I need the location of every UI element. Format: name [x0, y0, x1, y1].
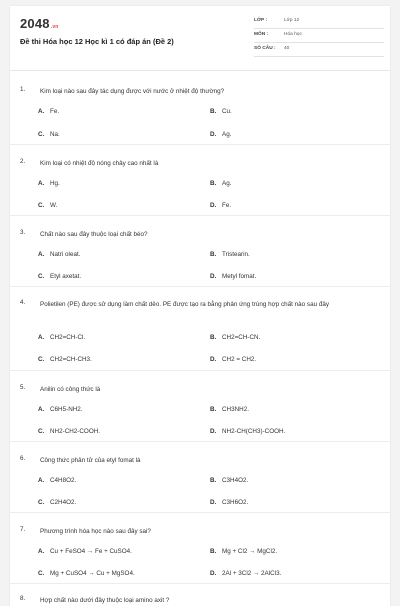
question-text: Chất nào sau đây thuộc loại chất béo?: [40, 231, 148, 238]
header-divider: [10, 70, 390, 71]
option-d[interactable]: D. 2Al + 3Cl2 → 2AlCl3.: [210, 570, 282, 577]
question-divider: [10, 370, 390, 371]
question-divider: [10, 144, 390, 145]
question-divider: [10, 215, 390, 216]
question-number: 3.: [20, 229, 26, 236]
question-number: 4.: [20, 299, 26, 306]
option-a[interactable]: A. Fe.: [38, 108, 60, 115]
question-text: Kim loại nào sau đây tác dụng được với nước ở nhiệt độ thường?: [40, 88, 225, 95]
option-b[interactable]: B. Cu.: [210, 108, 232, 115]
option-a[interactable]: A. C6H5-NH2.: [38, 406, 83, 413]
option-d[interactable]: D. Metyl fomat.: [210, 273, 257, 280]
option-d[interactable]: D. Fe.: [210, 202, 232, 209]
question-number: 5.: [20, 384, 26, 391]
question-divider: [10, 441, 390, 442]
site-logo[interactable]: 2048.vn: [20, 16, 59, 31]
option-b[interactable]: B. CH2=CH-CN.: [210, 334, 261, 341]
option-a[interactable]: A. Natri oleat.: [38, 251, 81, 258]
option-b[interactable]: B. CH3NH2.: [210, 406, 249, 413]
exam-page: [10, 6, 390, 606]
option-a[interactable]: A. Cu + FeSO4 → Fe + CuSO4.: [38, 548, 132, 555]
option-b[interactable]: B. Ag.: [210, 180, 232, 187]
option-a[interactable]: A. CH2=CH-Cl.: [38, 334, 86, 341]
option-c[interactable]: C. W.: [38, 202, 58, 209]
option-a[interactable]: A. C4H8O2.: [38, 477, 77, 484]
option-d[interactable]: D. Ag.: [210, 131, 232, 138]
option-b[interactable]: B. Mg + Cl2 → MgCl2.: [210, 548, 278, 555]
question-text: Kim loại có nhiệt độ nóng chảy cao nhất là: [40, 160, 159, 167]
option-c[interactable]: C. Na.: [38, 131, 60, 138]
question-number: 2.: [20, 158, 26, 165]
question-text: Phương trình hóa học nào sau đây sai?: [40, 528, 151, 535]
question-text: Polietilen (PE) được sử dụng làm chất dẻo. PE được tạo ra bằng phản ứng trùng hợp chất nào sau đây: [40, 301, 329, 308]
question-number: 1.: [20, 86, 26, 93]
option-c[interactable]: C. Mg + CuSO4 → Cu + MgSO4.: [38, 570, 135, 577]
question-text: Anilin có công thức là: [40, 386, 101, 393]
question-divider: [10, 512, 390, 513]
question-number: 7.: [20, 526, 26, 533]
option-c[interactable]: C. Etyl axetat.: [38, 273, 82, 280]
meta-row-grade: LỚP : Lớp 12: [254, 16, 384, 29]
question-number: 8.: [20, 595, 26, 602]
option-c[interactable]: C. CH2=CH-CH3.: [38, 356, 92, 363]
option-d[interactable]: D. C3H6O2.: [210, 499, 249, 506]
question-number: 6.: [20, 455, 26, 462]
exam-title: Đề thi Hóa học 12 Học kì 1 có đáp án (Đề 2): [20, 37, 174, 46]
question-divider: [10, 286, 390, 287]
exam-header: [10, 6, 390, 64]
meta-row-subject: MÔN : Hóa học: [254, 30, 384, 43]
option-b[interactable]: B. Tristearin.: [210, 251, 250, 258]
question-text: Công thức phân tử của etyl fomat là: [40, 457, 141, 464]
option-b[interactable]: B. C3H4O2.: [210, 477, 249, 484]
option-c[interactable]: C. NH2-CH2-COOH.: [38, 428, 101, 435]
option-c[interactable]: C. C2H4O2.: [38, 499, 77, 506]
option-a[interactable]: A. Hg.: [38, 180, 60, 187]
question-divider: [10, 583, 390, 584]
option-d[interactable]: D. NH2-CH(CH3)-COOH.: [210, 428, 286, 435]
option-d[interactable]: D. CH2 = CH2.: [210, 356, 257, 363]
question-text: Hợp chất nào dưới đây thuộc loại amino axit ?: [40, 597, 170, 604]
meta-row-question-count: SỐ CÂU : 40: [254, 44, 384, 57]
